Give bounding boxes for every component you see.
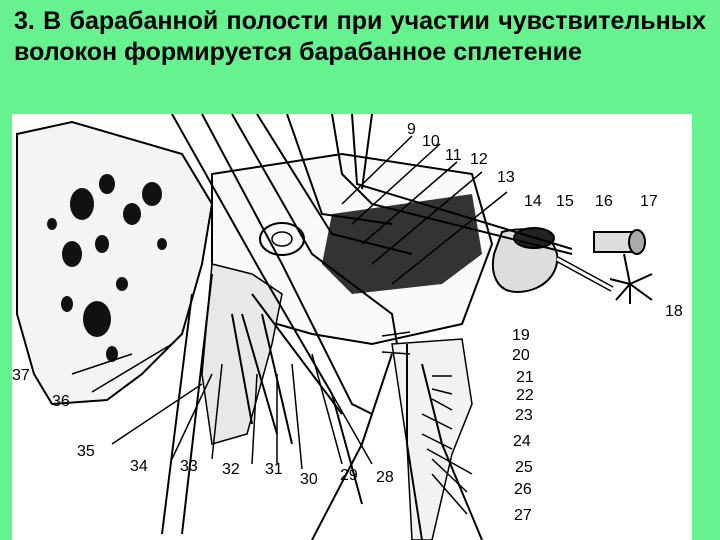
label-24: 24: [513, 433, 531, 450]
label-29: 29: [340, 467, 358, 484]
label-12: 12: [470, 151, 488, 168]
tympanic-cavity-wall: [202, 264, 282, 444]
slide-title: 3. В барабанной полости при участии чувствительных волокон формируется барабанное сплетение: [14, 7, 706, 66]
otic-ganglion-end: [629, 230, 645, 254]
label-16: 16: [595, 193, 613, 210]
label-13: 13: [497, 169, 515, 186]
label-31: 31: [265, 461, 283, 478]
label-19: 19: [512, 327, 530, 344]
label-20: 20: [512, 347, 530, 364]
label-25: 25: [515, 459, 533, 476]
label-9: 9: [407, 121, 416, 138]
label-23: 23: [515, 407, 533, 424]
label-34: 34: [130, 458, 148, 475]
label-21: 21: [516, 369, 534, 386]
label-28: 28: [376, 469, 394, 486]
label-36: 36: [52, 393, 70, 410]
label-15: 15: [556, 193, 574, 210]
label-27: 27: [514, 507, 532, 524]
anatomy-illustration: [12, 114, 692, 540]
label-22: 22: [516, 387, 534, 404]
label-10: 10: [422, 133, 440, 150]
label-17: 17: [640, 193, 658, 210]
label-11: 11: [445, 147, 462, 164]
nerve-tube-inner: [557, 259, 612, 289]
label-14: 14: [524, 193, 542, 210]
label-33: 33: [180, 458, 198, 475]
label-26: 26: [514, 481, 532, 498]
tympanic-plexus-drawing: [12, 114, 692, 540]
label-37: 37: [12, 367, 30, 384]
label-32: 32: [222, 461, 240, 478]
label-30: 30: [300, 471, 318, 488]
label-18: 18: [665, 303, 683, 320]
ganglion-branches: [610, 254, 652, 304]
label-35: 35: [77, 443, 95, 460]
